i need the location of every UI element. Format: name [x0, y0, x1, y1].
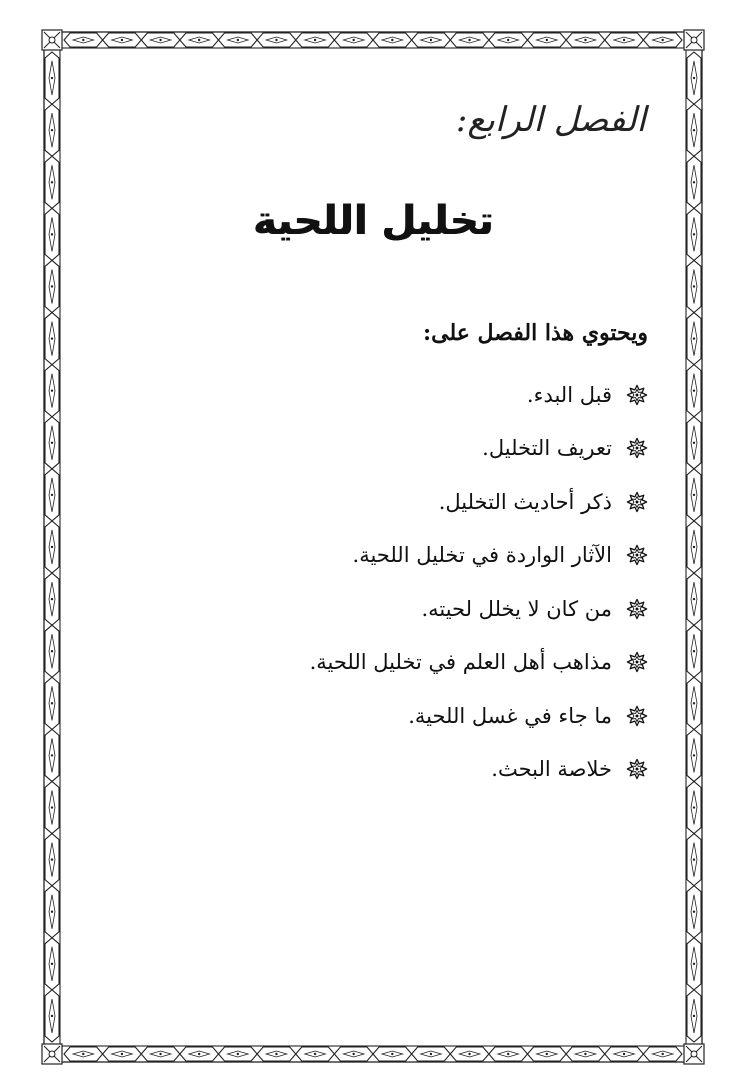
list-item-label: الآثار الواردة في تخليل اللحية. [352, 543, 612, 568]
chapter-title: تخليل اللحية [252, 198, 494, 244]
list-item-label: من كان لا يخلل لحيته. [421, 596, 612, 621]
list-item-label: خلاصة البحث. [491, 757, 612, 782]
list-item [310, 422, 648, 476]
list-item [310, 743, 648, 797]
chapter-label: الفصل الرابع: [455, 100, 646, 140]
list-item-label: ما جاء في غسل اللحية. [408, 703, 612, 728]
eight-point-star-icon [626, 598, 648, 620]
eight-point-star-icon [626, 651, 648, 673]
list-item [310, 636, 648, 690]
list-item [310, 582, 648, 636]
eight-point-star-icon [626, 384, 648, 406]
list-item-label: مذاهب أهل العلم في تخليل اللحية. [309, 650, 612, 675]
list-item-label: ذكر أحاديث التخليل. [438, 489, 612, 514]
list-item [310, 475, 648, 529]
chapter-contents-list [310, 368, 648, 796]
list-item-label: تعريف التخليل. [482, 436, 612, 461]
eight-point-star-icon [626, 544, 648, 566]
chapter-intro: ويحتوي هذا الفصل على: [423, 320, 648, 346]
list-item [310, 689, 648, 743]
eight-point-star-icon [626, 758, 648, 780]
list-item [310, 529, 648, 583]
eight-point-star-icon [626, 705, 648, 727]
eight-point-star-icon [626, 437, 648, 459]
list-item [310, 368, 648, 422]
eight-point-star-icon [626, 491, 648, 513]
list-item-label: قبل البدء. [526, 382, 612, 407]
